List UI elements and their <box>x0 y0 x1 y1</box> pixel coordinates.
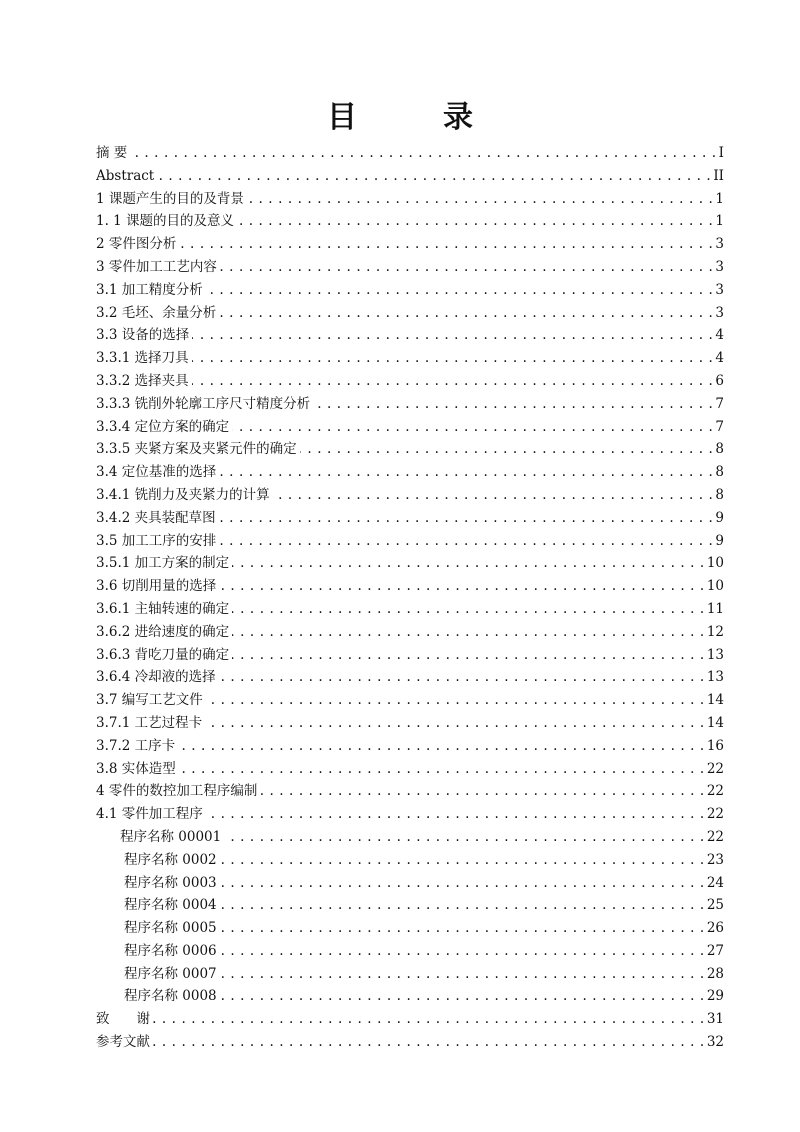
toc-entry-label: 3.4.2 夹具装配草图 <box>96 509 216 526</box>
toc-entry[interactable] <box>96 712 724 735</box>
dot-leader <box>220 894 705 917</box>
toc-entry-label: 3.3.5 夹紧方案及夹紧元件的确定 <box>96 441 297 458</box>
dot-leader <box>273 484 714 507</box>
toc-entry-label: 程序名称 0007 <box>124 965 217 982</box>
toc-entry[interactable] <box>96 416 724 439</box>
toc-entry-label: 3.3 设备的选择 <box>96 327 190 344</box>
toc-entry-label: 程序名称 0004 <box>124 897 217 914</box>
toc-entry-page-number: 23 <box>706 851 724 868</box>
toc-entry-label: 3.1 加工精度分析 <box>96 281 203 298</box>
toc-entry-page-number: 22 <box>706 783 724 800</box>
toc-entry[interactable] <box>96 530 724 553</box>
toc-entry-page-number: 11 <box>706 600 724 617</box>
toc-entry[interactable] <box>96 917 724 940</box>
dot-leader <box>224 826 705 849</box>
toc-entry[interactable] <box>96 188 724 211</box>
toc-entry[interactable] <box>96 826 724 849</box>
toc-entry-label: 3.6 切削用量的选择 <box>96 578 217 595</box>
toc-entry-page-number: 1 <box>715 190 724 207</box>
dot-leader <box>219 666 705 689</box>
dot-leader <box>232 644 705 667</box>
toc-entry-page-number: 14 <box>706 714 724 731</box>
toc-entry-page-number: 3 <box>715 304 724 321</box>
toc-entry-label: 3.7.2 工序卡 <box>96 737 176 754</box>
dot-leader <box>153 1031 705 1054</box>
toc-entry-page-number: 3 <box>715 236 724 253</box>
toc-entry-page-number: 4 <box>715 350 724 367</box>
toc-entry[interactable] <box>96 689 724 712</box>
toc-entry[interactable] <box>96 985 724 1008</box>
toc-entry-label: 程序名称 00001 <box>120 828 222 845</box>
dot-leader <box>220 963 705 986</box>
toc-entry-page-number: 4 <box>715 327 724 344</box>
toc-entry-page-number: 8 <box>715 441 724 458</box>
toc-entry[interactable] <box>96 279 724 302</box>
toc-entry-page-number: II <box>713 167 724 184</box>
toc-entry[interactable] <box>96 872 724 895</box>
toc-entry-page-number: 12 <box>706 623 724 640</box>
toc-entry[interactable] <box>96 575 724 598</box>
toc-entry[interactable] <box>96 963 724 986</box>
toc-entry-page-number: 9 <box>715 509 724 526</box>
dot-leader <box>300 438 714 461</box>
toc-entry[interactable] <box>96 552 724 575</box>
toc-entry-label: 3.6.3 背吃刀量的确定 <box>96 646 230 663</box>
toc-entry-page-number: 9 <box>715 532 724 549</box>
toc-entry-page-number: 28 <box>706 965 724 982</box>
toc-entry-page-number: 13 <box>706 646 724 663</box>
toc-entry-label: 3.7 编写工艺文件 <box>96 692 203 709</box>
toc-entry-label: 4.1 零件加工程序 <box>96 806 203 823</box>
toc-entry-label: 4 零件的数控加工程序编制 <box>96 783 258 800</box>
dot-leader <box>220 985 705 1008</box>
toc-entry-page-number: 3 <box>715 281 724 298</box>
toc-entry[interactable] <box>96 507 724 530</box>
dot-leader <box>157 165 711 188</box>
dot-leader <box>220 917 705 940</box>
toc-entry[interactable] <box>96 1031 724 1054</box>
toc-entry-page-number: 6 <box>715 372 724 389</box>
dot-leader <box>220 872 705 895</box>
toc-entry-page-number: 14 <box>706 692 724 709</box>
toc-entry-label: 3.5 加工工序的安排 <box>96 532 217 549</box>
toc-entry-page-number: 7 <box>715 418 724 435</box>
toc-entry-label: 3.6.4 冷却液的选择 <box>96 669 216 686</box>
toc-entry-page-number: 7 <box>715 395 724 412</box>
toc-entry[interactable] <box>96 940 724 963</box>
toc-entry-page-number: 22 <box>706 828 724 845</box>
toc-entry-label: Abstract <box>96 167 155 184</box>
toc-entry-page-number: 22 <box>706 760 724 777</box>
toc-entry[interactable] <box>96 598 724 621</box>
dot-leader <box>178 735 705 758</box>
toc-entry-label: 3.6.1 主轴转速的确定 <box>96 600 230 617</box>
toc-entry-label: 1. 1 课题的目的及意义 <box>96 213 235 230</box>
dot-leader <box>232 416 713 439</box>
toc-entry-label: 2 零件图分析 <box>96 236 177 253</box>
dot-leader <box>219 302 713 325</box>
dot-leader <box>179 758 705 781</box>
toc-entry[interactable] <box>96 233 724 256</box>
toc-entry-page-number: 26 <box>706 920 724 937</box>
toc-entry-page-number: 16 <box>706 737 724 754</box>
dot-leader <box>220 256 714 279</box>
toc-entry-label: 程序名称 0005 <box>124 920 217 937</box>
toc-entry-page-number: 27 <box>706 942 724 959</box>
toc-entry[interactable] <box>96 302 724 325</box>
toc-entry-label: 3.5.1 加工方案的制定 <box>96 555 230 572</box>
toc-entry-page-number: 1 <box>715 213 724 230</box>
dot-leader <box>192 347 714 370</box>
toc-entry-label: 程序名称 0003 <box>124 874 217 891</box>
toc-entry[interactable] <box>96 347 724 370</box>
toc-entry-label: 致 谢 <box>96 1011 150 1028</box>
dot-leader <box>205 712 705 735</box>
toc-entry-page-number: 13 <box>706 669 724 686</box>
toc-entry-page-number: 22 <box>706 806 724 823</box>
dot-leader <box>219 575 705 598</box>
toc-entry[interactable] <box>96 256 724 279</box>
toc-entry-page-number: 32 <box>706 1034 724 1051</box>
toc-entry[interactable] <box>96 165 724 188</box>
dot-leader <box>206 803 705 826</box>
toc-entry-label: 3.4.1 铣削力及夹紧力的计算 <box>96 486 270 503</box>
toc-entry-label: 3.3.3 铣削外轮廓工序尺寸精度分析 <box>96 395 311 412</box>
dot-leader <box>153 1008 705 1031</box>
dot-leader <box>232 552 705 575</box>
toc-entry[interactable] <box>96 324 724 347</box>
toc-entry-label: 3 零件加工工艺内容 <box>96 258 217 275</box>
toc-entry[interactable] <box>96 1008 724 1031</box>
toc-entry-label: 3.3.2 选择夹具 <box>96 372 189 389</box>
toc-entry-label: 1 课题产生的目的及背景 <box>96 190 244 207</box>
toc-entry[interactable] <box>96 142 724 165</box>
toc-entry[interactable] <box>96 484 724 507</box>
toc-entry-page-number: I <box>718 145 724 161</box>
dot-leader <box>232 621 705 644</box>
toc-entry-page-number: 8 <box>715 464 724 481</box>
toc-entry[interactable] <box>96 780 724 803</box>
table-of-contents <box>96 142 724 1054</box>
toc-entry-page-number: 10 <box>706 578 724 595</box>
dot-leader <box>260 780 704 803</box>
dot-leader <box>219 530 713 553</box>
toc-entry-label: 3.3.4 定位方案的确定 <box>96 418 230 435</box>
dot-leader <box>247 188 714 211</box>
toc-entry-label: 参考文献 <box>96 1034 150 1051</box>
dot-leader <box>206 279 714 302</box>
dot-leader <box>220 849 705 872</box>
toc-entry[interactable] <box>96 735 724 758</box>
dot-leader <box>237 210 713 233</box>
toc-entry[interactable] <box>96 894 724 917</box>
dot-leader <box>192 370 714 393</box>
toc-entry-label: 程序名称 0008 <box>124 988 217 1005</box>
toc-entry-page-number: 8 <box>715 486 724 503</box>
dot-leader <box>220 940 705 963</box>
toc-entry-page-number: 31 <box>706 1011 724 1028</box>
toc-entry-label: 3.3.1 选择刀具 <box>96 350 189 367</box>
toc-entry[interactable] <box>96 758 724 781</box>
dot-leader <box>219 461 713 484</box>
toc-entry-page-number: 3 <box>715 258 724 275</box>
toc-entry[interactable] <box>96 849 724 872</box>
toc-entry[interactable] <box>96 461 724 484</box>
dot-leader <box>206 689 705 712</box>
toc-entry[interactable] <box>96 210 724 233</box>
dot-leader <box>219 507 714 530</box>
toc-entry-label: 程序名称 0006 <box>124 942 217 959</box>
toc-entry-label: 摘 要 <box>96 145 128 161</box>
dot-leader <box>192 324 713 347</box>
toc-entry[interactable] <box>96 438 724 461</box>
dot-leader <box>313 393 713 416</box>
toc-entry[interactable] <box>96 621 724 644</box>
dot-leader <box>179 233 713 256</box>
toc-entry-page-number: 10 <box>706 555 724 572</box>
toc-entry-label: 3.2 毛坯、余量分析 <box>96 304 217 321</box>
dot-leader <box>232 598 705 621</box>
toc-entry[interactable] <box>96 644 724 667</box>
toc-entry[interactable] <box>96 666 724 689</box>
toc-entry-label: 3.6.2 进给速度的确定 <box>96 623 230 640</box>
toc-entry-label: 程序名称 0002 <box>124 851 217 868</box>
toc-entry[interactable] <box>96 803 724 826</box>
toc-entry-page-number: 29 <box>706 988 724 1005</box>
toc-entry[interactable] <box>96 393 724 416</box>
toc-entry-label: 3.4 定位基准的选择 <box>96 464 217 481</box>
toc-title: 目 录 <box>327 100 501 135</box>
toc-entry[interactable] <box>96 370 724 393</box>
toc-entry-page-number: 24 <box>706 874 724 891</box>
toc-entry-label: 3.7.1 工艺过程卡 <box>96 714 203 731</box>
toc-entry-label: 3.8 实体造型 <box>96 760 176 777</box>
toc-entry-page-number: 25 <box>706 897 724 914</box>
dot-leader <box>130 142 716 165</box>
